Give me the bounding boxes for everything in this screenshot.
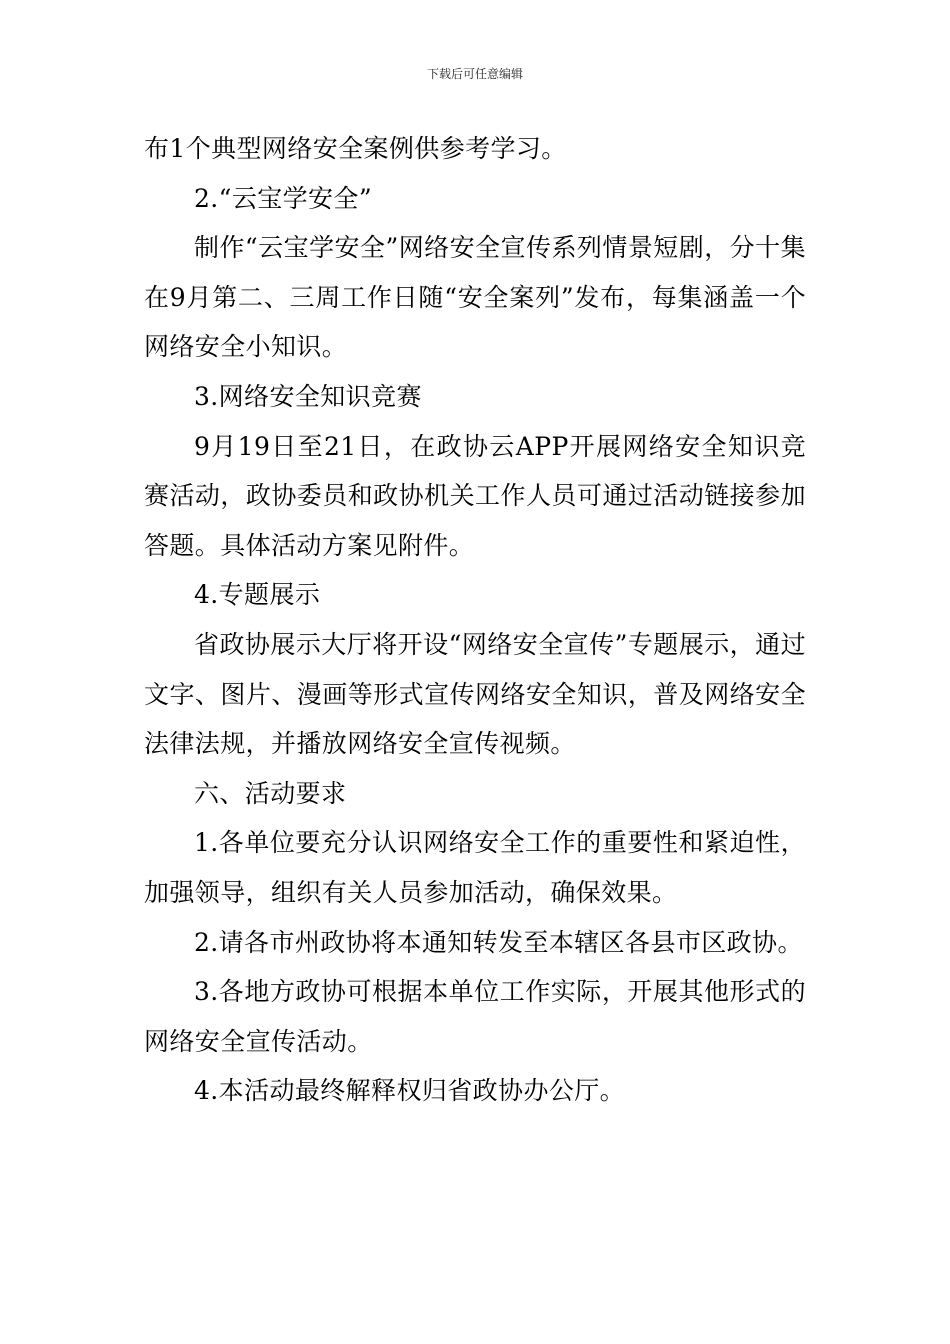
- heading-knowledge-contest: 3.网络安全知识竞赛: [194, 381, 422, 411]
- page-header: 下载后可任意编辑: [426, 67, 523, 81]
- document-body: [144, 124, 806, 1116]
- heading-activity-requirements: 六、活动要求: [194, 778, 347, 808]
- requirement-item-3: 3.各地方政协可根据本单位工作实际，开展其他形式的网络安全宣传活动。: [144, 977, 806, 1056]
- paragraph-case-study-continuation: 布1个典型网络安全案例供参考学习。: [144, 134, 567, 163]
- paragraph-short-drama: 制作“云宝学安全”网络安全宣传系列情景短剧，分十集在9月第二、三周工作日随“安全案列”发布，每集涵盖一个网络安全小知识。: [144, 233, 806, 362]
- heading-special-exhibition: 4.专题展示: [194, 580, 321, 610]
- heading-yunbao-learn-safety: 2.“云宝学安全”: [194, 183, 373, 213]
- paragraph-knowledge-contest: 9月19日至21日，在政协云APP开展网络安全知识竞赛活动，政协委员和政协机关工作人员可通过活动链接参加答题。具体活动方案见附件。: [144, 431, 806, 560]
- requirement-item-4: 4.本活动最终解释权归省政协办公厅。: [194, 1076, 626, 1106]
- paragraph-special-exhibition: 省政协展示大厅将开设“网络安全宣传”专题展示，通过文字、图片、漫画等形式宣传网络安全知识，普及网络安全法律法规，并播放网络安全宣传视频。: [144, 629, 806, 759]
- requirement-item-1: 1.各单位要充分认识网络安全工作的重要性和紧迫性，加强领导，组织有关人员参加活动，确保效果。: [144, 828, 806, 907]
- requirement-item-2: 2.请各市州政协将本通知转发至本辖区各县市区政协。: [194, 927, 803, 957]
